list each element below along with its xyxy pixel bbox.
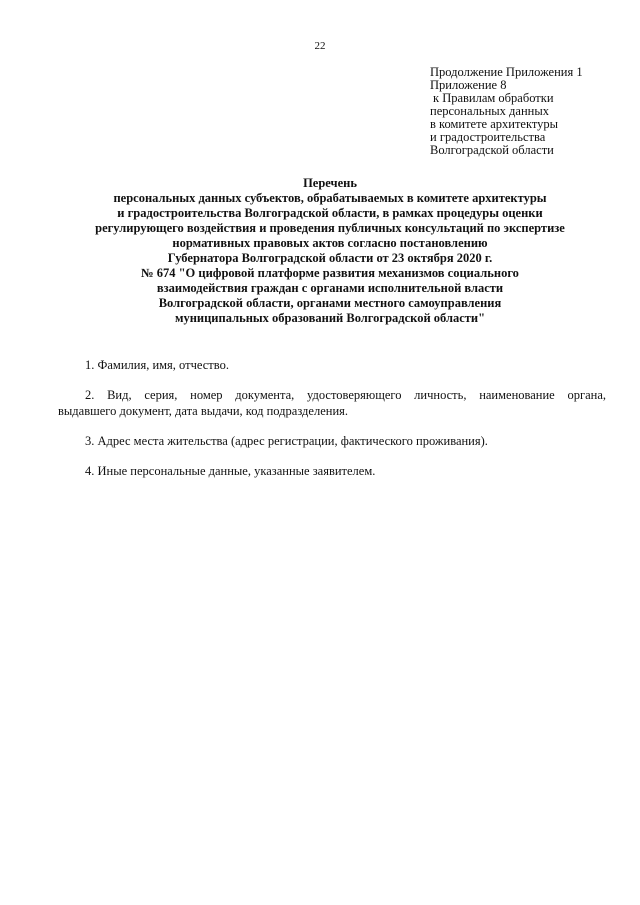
personal-data-list xyxy=(58,357,606,493)
title-line: Губернатора Волгоградской области от 23 октября 2020 г. xyxy=(167,251,493,265)
title-line: регулирующего воздействия и проведения публичных консультаций по экспертизе xyxy=(95,221,565,235)
annex-line: персональных данных xyxy=(430,104,549,118)
list-item-text: 3. Адрес места жительства (адрес регистрации, фактического проживания). xyxy=(85,434,488,448)
list-item xyxy=(58,387,606,419)
list-item-text-continued: выдавшего документ, дата выдачи, код подразделения. xyxy=(58,404,349,418)
title-line: персональных данных субъектов, обрабатываемых в комитете архитектуры xyxy=(113,191,547,205)
title-line: нормативных правовых актов согласно постановлению xyxy=(172,236,488,250)
annex-line: и градостроительства xyxy=(430,130,546,144)
annex-line: к Правилам обработки xyxy=(433,91,554,105)
list-item-text: 2. Вид, серия, номер документа, удостоверяющего личность, наименование органа, xyxy=(85,388,606,402)
page-number: 22 xyxy=(314,40,326,52)
list-item-text: 1. Фамилия, имя, отчество. xyxy=(85,358,229,372)
list-item xyxy=(58,433,606,449)
document-title xyxy=(40,176,620,326)
title-line: Волгоградской области, органами местного самоуправления xyxy=(158,296,502,310)
list-item xyxy=(58,463,606,479)
annex-reference xyxy=(430,66,583,157)
list-item xyxy=(58,357,606,373)
annex-line: Продолжение Приложения 1 xyxy=(430,65,583,79)
list-item-text: 4. Иные персональные данные, указанные заявителем. xyxy=(85,464,376,478)
title-line: муниципальных образований Волгоградской области" xyxy=(174,311,486,325)
title-heading: Перечень xyxy=(303,176,357,190)
annex-line: Приложение 8 xyxy=(430,78,507,92)
title-line: и градостроительства Волгоградской области, в рамках процедуры оценки xyxy=(117,206,543,220)
annex-line: Волгоградской области xyxy=(430,143,554,157)
title-line: взаимодействия граждан с органами исполнительной власти xyxy=(156,281,504,295)
title-line: № 674 "О цифровой платформе развития механизмов социального xyxy=(141,266,519,280)
annex-line: в комитете архитектуры xyxy=(430,117,559,131)
